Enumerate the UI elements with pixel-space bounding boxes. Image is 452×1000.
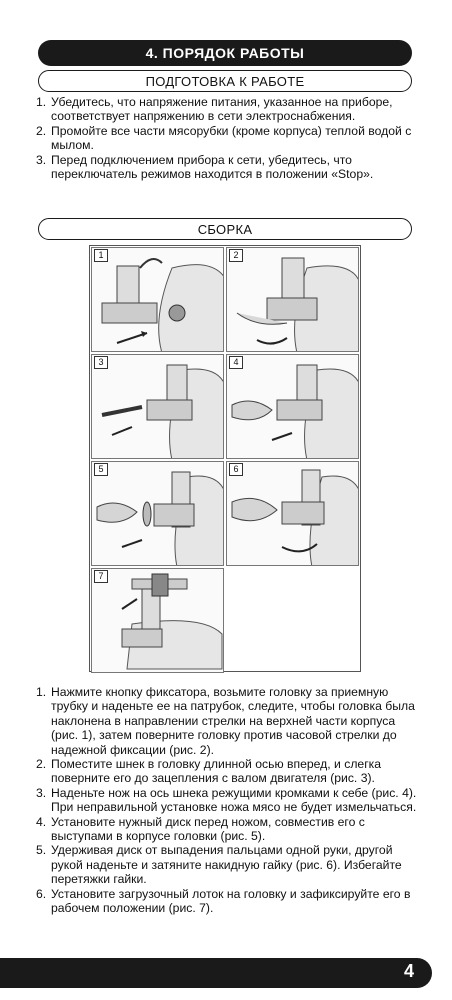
footer-bar bbox=[0, 958, 432, 988]
figure-panel-5 bbox=[91, 461, 224, 566]
figure-panel-6 bbox=[226, 461, 359, 566]
panel-number: 5 bbox=[94, 463, 108, 476]
assembly-list bbox=[36, 685, 422, 916]
list-item: 1. Убедитесь, что напряжение питания, указанное на приборе, соответствует напряжению в сети электроснабжения. bbox=[36, 95, 393, 124]
panel-number: 7 bbox=[94, 570, 108, 583]
figure-panel-1 bbox=[91, 247, 224, 352]
list-item: 2. Промойте все части мясорубки (кроме корпуса) теплой водой с мылом. bbox=[36, 123, 412, 153]
list-item: 3. Наденьте нож на ось шнека режущими кромками к себе (рис. 4). При неправильной установке ножа мясо не будет измельчаться. bbox=[36, 785, 417, 815]
figure-panel-3 bbox=[91, 354, 224, 459]
prep-heading: ПОДГОТОВКА К РАБОТЕ bbox=[38, 70, 412, 92]
list-item: 3. Перед подключением прибора к сети, убедитесь, что переключатель режимов находится в положении «Stop». bbox=[36, 152, 374, 182]
figure-panel-2 bbox=[226, 247, 359, 352]
panel-number: 2 bbox=[229, 249, 243, 262]
panel-number: 3 bbox=[94, 356, 108, 369]
list-item: 6. Установите загрузочный лоток на головку и зафиксируйте его в рабочем положении (рис. 7). bbox=[36, 886, 411, 916]
list-item: 5. Удерживая диск от выпадения пальцами одной руки, другой рукой наденьте и затяните накидную гайку (рис. 6). Избегайте перетяжки гайки. bbox=[36, 843, 402, 887]
section-title: 4. ПОРЯДОК РАБОТЫ bbox=[38, 40, 412, 66]
knife-illustration bbox=[227, 355, 359, 459]
page-number: 4 bbox=[403, 961, 414, 981]
grinder-head-illustration bbox=[227, 248, 359, 352]
grinder-head-illustration bbox=[92, 248, 224, 352]
panel-number: 6 bbox=[229, 463, 243, 476]
list-item: 1. Нажмите кнопку фиксатора, возьмите головку за приемную трубку и наденьте ее на патрубок, следите, чтобы головка была наклонена в направлении стрелки на верхней части корпуса (рис. 1), затем поверните головку против часовой стрелки до надежной фиксации (рис. 2). bbox=[36, 685, 415, 757]
assembly-figure bbox=[89, 245, 361, 672]
panel-number: 1 bbox=[94, 249, 108, 262]
figure-panel-4 bbox=[226, 354, 359, 459]
nut-illustration bbox=[227, 462, 359, 566]
assembled-grinder-illustration bbox=[92, 569, 224, 673]
disk-illustration bbox=[92, 462, 224, 566]
list-item: 4. Установите нужный диск перед ножом, совместив его с выступами в корпусе головки (рис. 5). bbox=[36, 814, 365, 844]
assembly-heading: СБОРКА bbox=[38, 218, 412, 240]
list-item: 2. Поместите шнек в головку длинной осью вперед, и слегка поверните его до зацепления с валом двигателя (рис. 3). bbox=[36, 757, 382, 786]
panel-number: 4 bbox=[229, 356, 243, 369]
auger-illustration bbox=[92, 355, 224, 459]
figure-panel-7 bbox=[91, 568, 224, 673]
prep-list bbox=[36, 95, 422, 181]
